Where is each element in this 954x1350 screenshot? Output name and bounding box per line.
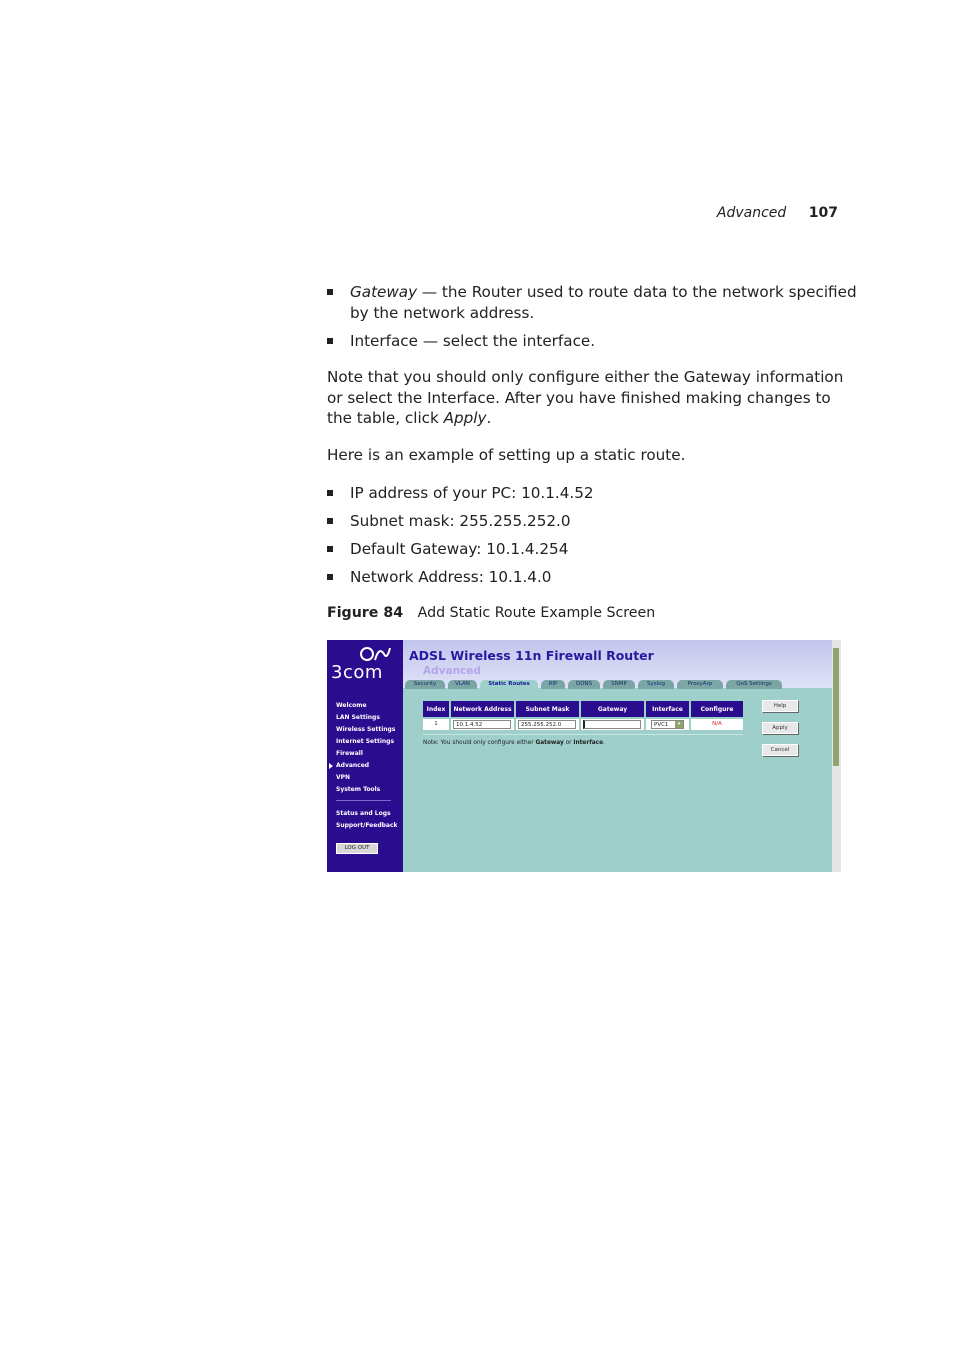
- figure-caption: [327, 605, 655, 621]
- nav-item-wireless[interactable]: Wireless Settings: [336, 726, 396, 733]
- col-network-address: Network Address: [451, 701, 514, 717]
- brand-logo: 3com: [331, 662, 383, 683]
- nav-item-system-tools[interactable]: System Tools: [336, 786, 381, 793]
- gateway-input[interactable]: [583, 720, 641, 729]
- tab-snmp[interactable]: SNMP: [603, 680, 635, 689]
- page-number: 107: [808, 205, 838, 221]
- sidebar: [327, 640, 403, 872]
- app-subtitle: Advanced: [423, 665, 481, 677]
- apply-button[interactable]: Apply: [762, 722, 798, 734]
- col-gateway: Gateway: [581, 701, 644, 717]
- running-header: [717, 205, 838, 221]
- scrollbar-thumb[interactable]: [833, 648, 839, 766]
- tab-syslog[interactable]: Syslog: [638, 680, 674, 689]
- figure-label: Figure 84: [327, 605, 404, 621]
- list-item: Network Address: 10.1.4.0: [327, 567, 857, 588]
- col-subnet-mask: Subnet Mask: [516, 701, 579, 717]
- tab-qos-settings[interactable]: QoS Settings: [726, 680, 782, 689]
- nav-item-status[interactable]: Status and Logs: [336, 810, 391, 817]
- table-divider: [423, 734, 743, 735]
- help-button[interactable]: Help: [762, 700, 798, 712]
- router-screenshot: [327, 640, 841, 872]
- nav-item-firewall[interactable]: Firewall: [336, 750, 363, 757]
- col-index: Index: [423, 701, 449, 717]
- nav-item-lan[interactable]: LAN Settings: [336, 714, 380, 721]
- logout-button[interactable]: LOG OUT: [336, 843, 378, 854]
- scrollbar[interactable]: [832, 640, 841, 872]
- list-item: Subnet mask: 255.255.252.0: [327, 511, 857, 532]
- bullet-list-example: [327, 483, 857, 595]
- tab-proxyarp[interactable]: ProxyArp: [677, 680, 723, 689]
- interface-select-value: PVC1: [654, 722, 669, 728]
- nav-menu: [336, 700, 395, 796]
- nav-item-internet[interactable]: Internet Settings: [336, 738, 395, 745]
- tab-static-routes[interactable]: Static Routes: [480, 680, 538, 689]
- config-note: Note: You should only configure either Gateway or Interface.: [423, 740, 605, 746]
- tab-security[interactable]: Security: [405, 680, 445, 689]
- paragraph-note: Note that you should only configure either the Gateway information or select the Interface. After you have finished making changes to the table, click Apply.: [327, 368, 844, 427]
- subnet-mask-input[interactable]: 255.255.252.0: [518, 720, 576, 729]
- nav-divider: [336, 800, 391, 801]
- list-item: IP address of your PC: 10.1.4.52: [327, 483, 857, 504]
- cell-index: 1: [423, 719, 449, 730]
- nav-item-vpn[interactable]: VPN: [336, 774, 351, 781]
- nav-item-advanced[interactable]: Advanced: [336, 760, 395, 772]
- 3com-logo-icon: [357, 644, 395, 662]
- tab-bar: [405, 680, 782, 689]
- list-item: Gateway — the Router used to route data to the network specified by the network address.: [327, 282, 857, 323]
- interface-select[interactable]: [651, 720, 684, 729]
- chevron-down-icon: ▾: [675, 721, 683, 728]
- col-interface: Interface: [646, 701, 689, 717]
- list-item: Default Gateway: 10.1.4.254: [327, 539, 857, 560]
- tab-rip[interactable]: RIP: [541, 680, 565, 689]
- list-item: Interface — select the interface.: [327, 331, 857, 352]
- nav-item-welcome[interactable]: Welcome: [336, 702, 367, 709]
- network-address-input[interactable]: 10.1.4.52: [453, 720, 511, 729]
- paragraph-example: Here is an example of setting up a static route.: [327, 446, 686, 464]
- cell-configure: N/A: [691, 719, 743, 730]
- cancel-button[interactable]: Cancel: [762, 744, 798, 756]
- tab-ddns[interactable]: DDNS: [568, 680, 600, 689]
- app-title: ADSL Wireless 11n Firewall Router: [409, 648, 654, 663]
- bullet-list-fields: [327, 282, 857, 359]
- tab-vlan[interactable]: VLAN: [448, 680, 477, 689]
- nav-item-support[interactable]: Support/Feedback: [336, 822, 398, 829]
- col-configure: Configure: [691, 701, 743, 717]
- nav-menu-secondary: [336, 808, 398, 832]
- figure-title: Add Static Route Example Screen: [417, 605, 656, 621]
- section-name: Advanced: [716, 205, 787, 221]
